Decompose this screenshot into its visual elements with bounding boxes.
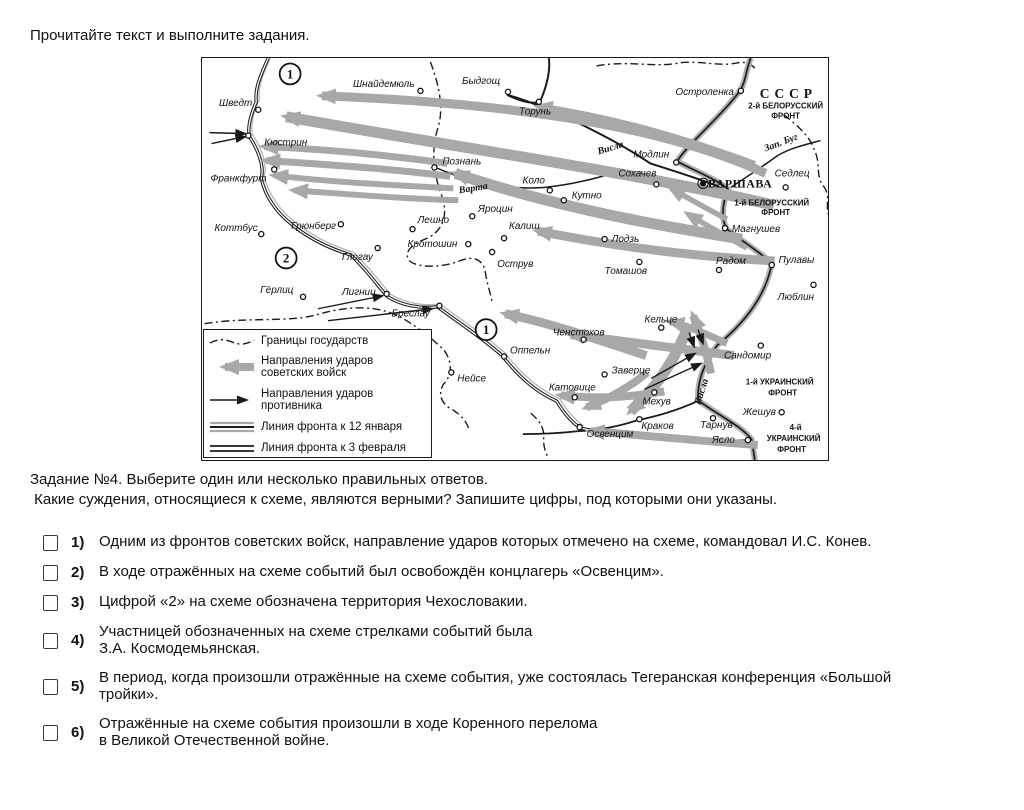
city-label: Сохачев	[618, 168, 657, 180]
legend-borders-label: Границы государств	[261, 335, 369, 347]
option-checkbox[interactable]	[43, 679, 58, 695]
option-number: 3)	[71, 594, 85, 611]
city-dot	[811, 282, 816, 287]
country-label: СССР	[759, 85, 817, 101]
legend-jan12-label: Линия фронта к 12 января	[261, 420, 403, 433]
city-label: Магнушев	[731, 224, 781, 236]
city-label: Кротошин	[407, 239, 458, 251]
option-checkbox[interactable]	[43, 565, 58, 581]
option-text: Одним из фронтов советских войск, направление ударов которых отмечено на схеме, командовал И.С. Конев.	[99, 533, 872, 551]
city-label: Модлин	[633, 149, 670, 161]
city-label: Грюнберг	[291, 221, 337, 233]
city-dot	[432, 165, 437, 170]
city-label: Заверце	[611, 365, 651, 377]
city-dot	[722, 226, 727, 231]
option-number: 2)	[71, 564, 85, 581]
front-label: 1-й БЕЛОРУССКИЙ	[734, 198, 810, 208]
legend-row-borders	[209, 335, 428, 347]
city-label: Торунь	[518, 106, 552, 118]
city-label: Радом	[716, 255, 747, 267]
city-label: Кутно	[571, 190, 602, 202]
city-dot	[783, 185, 788, 190]
area-marker-number: 1	[286, 66, 294, 82]
city-label: Острув	[497, 258, 534, 270]
city-dot	[659, 325, 664, 330]
city-dot	[418, 88, 423, 93]
city-label: Коттбус	[214, 223, 258, 235]
front-label: ФРОНТ	[777, 445, 807, 455]
city-label: Лигниц	[341, 286, 376, 298]
front-label: ФРОНТ	[761, 208, 791, 218]
capital-dot	[700, 180, 706, 186]
city-label: Люблин	[777, 291, 814, 303]
city-dot	[738, 88, 743, 93]
city-dot	[602, 237, 607, 242]
area-marker-number: 2	[282, 250, 290, 266]
front-label: УКРАИНСКИЙ	[766, 434, 821, 444]
task-question: Какие суждения, относящиеся к схеме, являются верными? Запишите цифры, под которыми они указаны.	[30, 491, 778, 508]
city-dot	[501, 354, 506, 359]
legend-row-enemy-arrows	[209, 388, 428, 412]
option-row	[43, 716, 983, 749]
city-dot	[769, 262, 774, 267]
city-label: Жешув	[742, 407, 776, 419]
city-label: Тарнув	[700, 420, 733, 432]
border-line-symbol	[209, 335, 255, 347]
option-text: В период, когда произошли отражённые на схеме события, уже состоялась Тегеранская конференция «Большой тройки».	[99, 669, 892, 703]
page-instruction: Прочитайте текст и выполните задания.	[30, 27, 310, 44]
option-text: В ходе отражённых на схеме событий был освобождён концлагерь «Освенцим».	[99, 563, 664, 581]
front-label: ФРОНТ	[768, 388, 798, 398]
city-label: Сандомир	[723, 350, 772, 362]
legend-row-front-jan12	[209, 420, 428, 434]
city-dot	[572, 395, 577, 400]
city-dot	[338, 222, 343, 227]
legend-row-soviet-arrows	[209, 355, 428, 379]
city-label: Познань	[442, 156, 482, 168]
legend-feb3-label: Линия фронта к 3 февраля	[261, 442, 407, 454]
city-dot	[449, 370, 454, 375]
city-label: Калиш	[509, 221, 540, 233]
city-dot	[259, 232, 264, 237]
city-dot	[745, 438, 750, 443]
city-dot	[375, 245, 380, 250]
city-dot	[779, 410, 784, 415]
city-label: Седлец	[774, 168, 810, 180]
front-label: ФРОНТ	[771, 111, 801, 121]
river-label: Висла	[692, 377, 712, 407]
city-label: Лешно	[417, 215, 450, 227]
capital-label: ВАРШАВА	[708, 176, 773, 191]
city-dot	[654, 182, 659, 187]
task-title: Задание №4. Выберите один или несколько правильных ответов.	[30, 471, 489, 488]
city-label: Глогау	[341, 251, 373, 263]
city-label: Быдгощ	[462, 75, 501, 87]
option-text: Отражённые на схеме события произошли в ходе Коренного перелома в Великой Отечественной войне.	[99, 715, 598, 749]
city-dot	[437, 303, 442, 308]
city-dot	[300, 294, 305, 299]
city-label: Катовице	[548, 382, 596, 394]
city-dot	[637, 259, 642, 264]
city-dot	[602, 372, 607, 377]
soviet-arrow-symbol	[209, 358, 255, 376]
area-marker-number: 1	[482, 322, 490, 338]
option-row	[43, 624, 983, 657]
city-dot	[272, 167, 277, 172]
option-text: Цифрой «2» на схеме обозначена территория Чехословакии.	[99, 593, 528, 611]
city-dot	[470, 214, 475, 219]
map-schema	[201, 57, 829, 461]
front-feb3-symbol	[209, 442, 255, 454]
city-label: Бреслау	[391, 308, 430, 320]
enemy-arrow-symbol	[209, 393, 255, 407]
city-label: Оппельн	[510, 345, 551, 357]
city-label: Нейсе	[457, 373, 487, 385]
option-number: 1)	[71, 534, 85, 551]
option-text: Участницей обозначенных на схеме стрелками событий была З.А. Космодемьянская.	[99, 623, 533, 657]
city-dot	[652, 390, 657, 395]
front-jan12-symbol	[209, 420, 255, 434]
city-dot	[490, 249, 495, 254]
city-label: Коло	[522, 175, 545, 187]
option-row	[43, 594, 983, 611]
city-label: Пулавы	[778, 254, 815, 266]
city-label: Мехув	[642, 396, 671, 408]
legend-enemy-label: Направления ударов противника	[261, 387, 374, 412]
option-row	[43, 670, 983, 703]
city-dot	[466, 241, 471, 246]
border-czechoslovak-south	[531, 413, 549, 459]
option-checkbox[interactable]	[43, 595, 58, 611]
city-dot	[536, 99, 541, 104]
city-dot	[501, 236, 506, 241]
city-dot	[547, 188, 552, 193]
city-label: Шведт	[218, 97, 253, 109]
legend-soviet-label: Направления ударов советских войск	[261, 355, 374, 380]
option-number: 6)	[71, 724, 85, 741]
river-label: Висла	[596, 139, 625, 158]
city-label: Кельце	[644, 314, 678, 326]
city-label: Шнайдемюль	[353, 78, 415, 90]
city-label: Краков	[641, 421, 674, 433]
city-dot	[758, 343, 763, 348]
city-label: Лодзь	[611, 234, 640, 246]
city-dot	[674, 160, 679, 165]
city-label: Гёрлиц	[260, 284, 294, 296]
front-label: 2-й БЕЛОРУССКИЙ	[748, 101, 824, 111]
city-label: Остроленка	[675, 86, 734, 98]
option-row	[43, 534, 983, 551]
city-label: Яроцин	[478, 204, 513, 216]
river-label: Зап. Буг	[762, 131, 800, 155]
city-dot	[716, 267, 721, 272]
front-label: 4-й	[789, 423, 802, 433]
option-number: 4)	[71, 632, 85, 649]
city-label: Франкфурт	[210, 173, 267, 185]
legend-row-front-feb3	[209, 442, 428, 454]
river-label: Варта	[458, 180, 489, 197]
city-label: Ченстохов	[552, 327, 605, 339]
city-dot	[256, 107, 261, 112]
option-checkbox[interactable]	[43, 725, 58, 741]
city-label: Освенцим	[586, 429, 634, 441]
map-legend	[203, 329, 432, 458]
option-row	[43, 564, 983, 581]
city-dot	[577, 425, 582, 430]
option-checkbox[interactable]	[43, 633, 58, 649]
city-label: Томашов	[604, 265, 648, 277]
city-dot	[505, 89, 510, 94]
options-list	[43, 534, 983, 762]
city-dot	[561, 198, 566, 203]
border-east-prussia	[597, 62, 755, 68]
city-dot	[410, 227, 415, 232]
front-label: 1-й УКРАИНСКИЙ	[745, 377, 814, 387]
city-dot	[384, 291, 389, 296]
city-label: Ясло	[712, 435, 735, 447]
city-label: Кюстрин	[264, 137, 308, 149]
option-number: 5)	[71, 678, 85, 695]
city-dot	[246, 133, 251, 138]
option-checkbox[interactable]	[43, 535, 58, 551]
